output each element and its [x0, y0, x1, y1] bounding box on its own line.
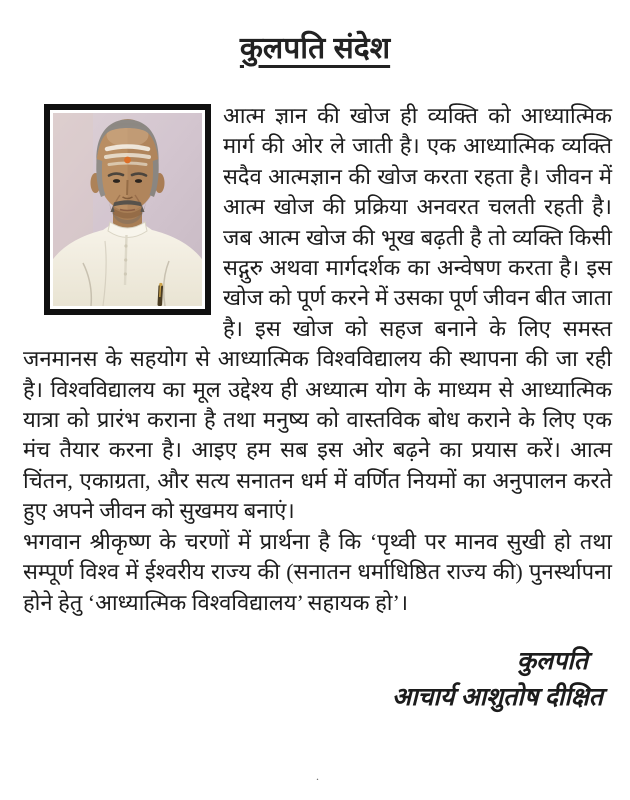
portrait-image — [53, 113, 202, 306]
message-body — [0, 67, 630, 716]
paragraph-1-text: आत्म ज्ञान की खोज ही व्यक्ति को आध्यात्मिक मार्ग की ओर ले जाती है। एक आध्यात्मिक व्यक्ति सदैव आत्मज्ञान की खोज करता रहता है। जीवन में आत्म खोज की प्रक्रिया अनवरत चलती रहती है। जब आत्म खोज की भूख बढ़ती है तो व्यक्ति किसी सद्गुरु अथवा मार्गदर्शक का अन्वेषण करता है। इस खोज को पूर्ण करने में उसका पूर्ण जीवन बीत जाता है। इस खोज को सहज बनाने के लिए समस्त जनमानस के सहयोग से आध्यात्मिक विश्वविद्यालय की स्थापना की जा रही है। विश्वविद्यालय का मूल उद्देश्य ही अध्यात्म योग के माध्यम से आध्यात्मिक यात्रा को प्रारंभ कराना है तथा मनुष्य को वास्तविक बोध कराने के लिए एक मंच तैयार करना है। आइए हम सब इस ओर बढ़ने का प्रयास करें। आत्म चिंतन, एकाग्रता, और सत्य सनातन धर्म में वर्णित नियमों का अनुपालन करते हुए अपने जीवन को सुखमय बनाएं। — [23, 103, 612, 524]
paragraph-1 — [23, 101, 612, 527]
footer-mark: . — [316, 769, 319, 783]
signature-designation: कुलपति — [516, 647, 588, 675]
portrait-photo — [44, 104, 211, 315]
signature-block — [23, 644, 612, 716]
page-title: कुलपति संदेश — [239, 32, 391, 65]
paragraph-2: भगवान श्रीकृष्ण के चरणों में प्रार्थना है कि ‘पृथ्वी पर मानव सुखी हो तथा सम्पूर्ण विश्व में ईश्वरीय राज्य की (सनातन धर्माधिष्ठित राज्य की) पुनर्स्थापना होने हेतु ‘आध्यात्मिक विश्वविद्यालय’ सहायक हो’। — [23, 528, 612, 615]
signature-name: आचार्य आशुतोष दीक्षित — [391, 683, 603, 711]
